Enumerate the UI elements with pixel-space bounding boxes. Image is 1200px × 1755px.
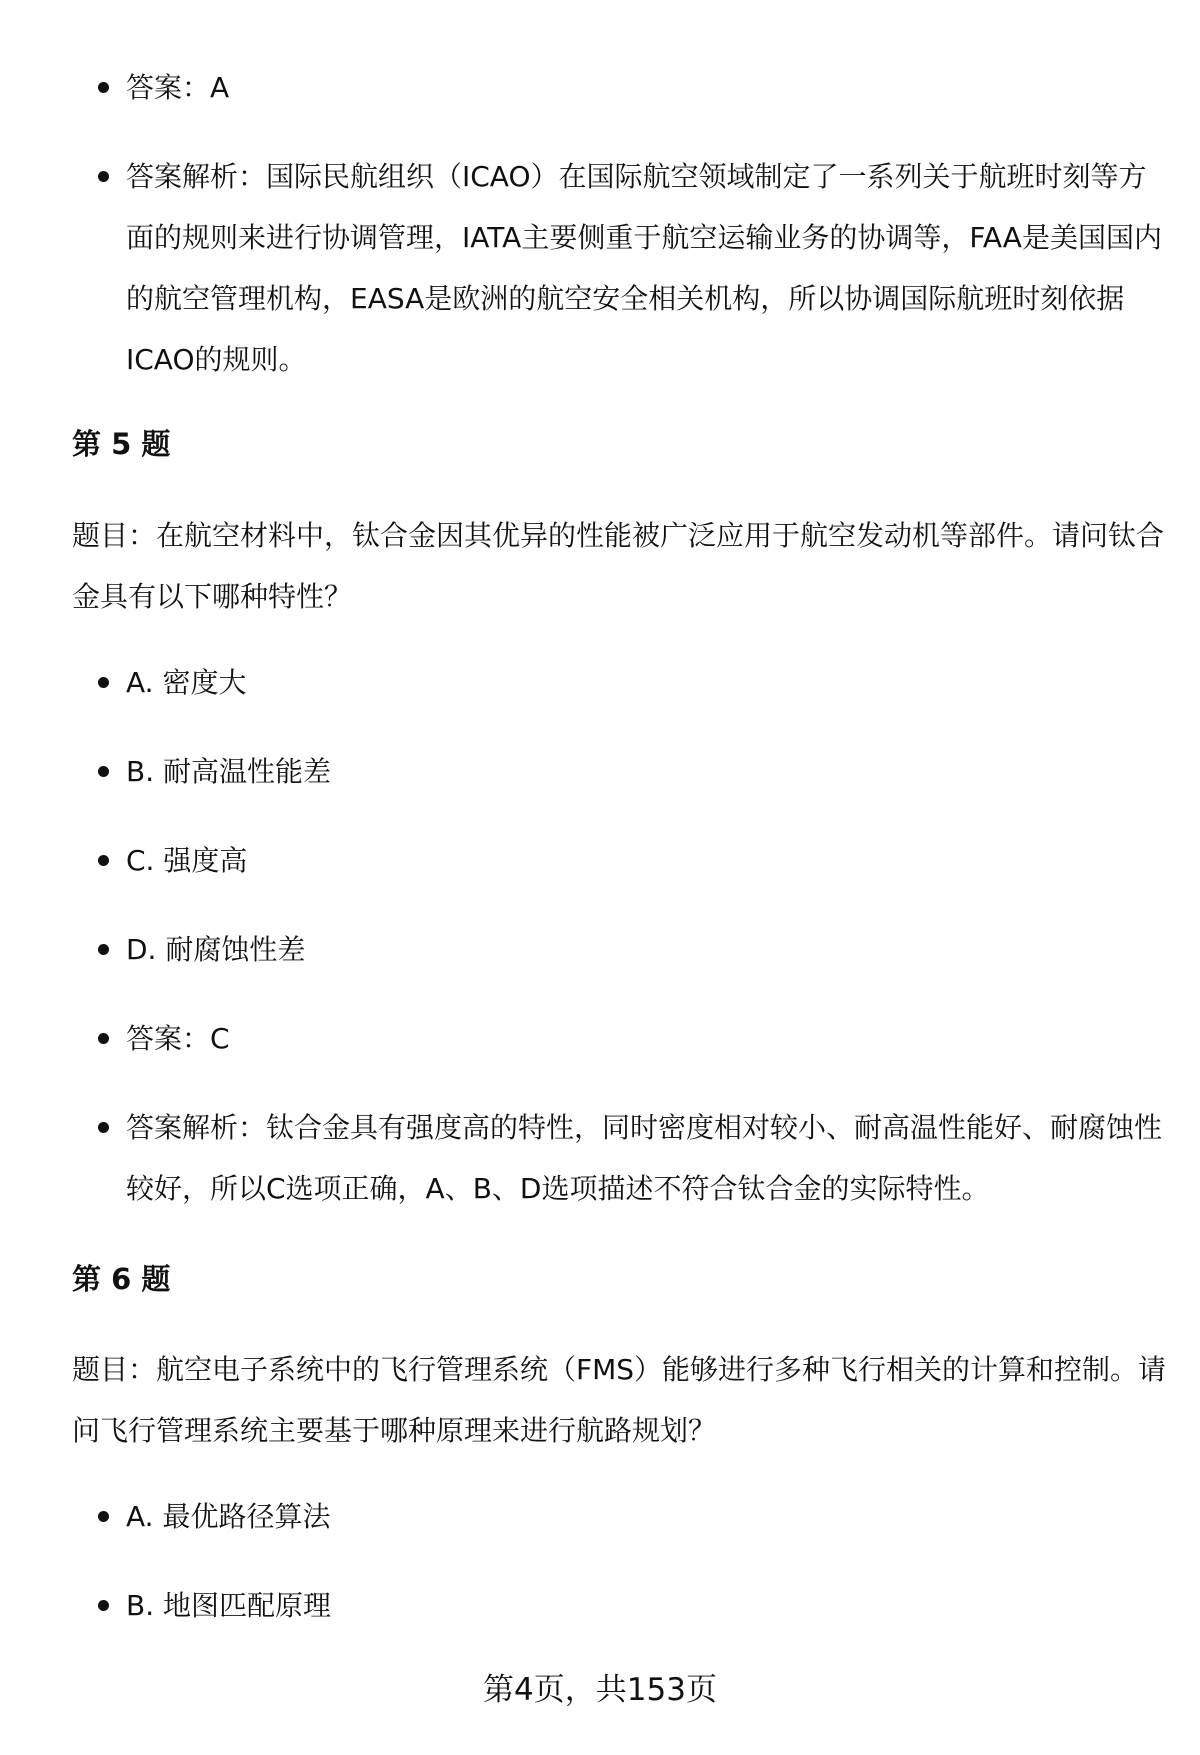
q5-question: 题目：在航空材料中，钛合金因其优异的性能被广泛应用于航空发动机等部件。请问钛合金具有以下哪种特性？	[72, 519, 1165, 613]
q5-option-d	[126, 919, 1166, 980]
bullet-icon	[98, 1600, 109, 1611]
q5-option-c	[126, 830, 1166, 891]
bullet-icon	[98, 1122, 109, 1133]
bullet-icon	[98, 677, 109, 688]
q4-explanation-item	[126, 146, 1166, 390]
bullet-icon	[98, 766, 109, 777]
page-number: 第4页，共153页	[483, 1672, 717, 1708]
q5-explanation-item	[126, 1097, 1166, 1219]
option-label: C. 强度高	[126, 844, 248, 877]
q5-option-a	[126, 652, 1166, 713]
option-label: B. 耐高温性能差	[126, 755, 332, 788]
option-label: B. 地图匹配原理	[126, 1589, 332, 1622]
q5-option-b	[126, 741, 1166, 802]
q5-answer-item	[126, 1008, 1166, 1069]
q5-explanation: 答案解析：钛合金具有强度高的特性，同时密度相对较小、耐高温性能好、耐腐蚀性较好，所以C选项正确，A、B、D选项描述不符合钛合金的实际特性。	[126, 1111, 1163, 1205]
q4-answer: 答案：A	[126, 71, 230, 104]
bullet-icon	[98, 944, 109, 955]
bullet-icon	[98, 855, 109, 866]
bullet-icon	[98, 171, 109, 182]
bullet-icon	[98, 1511, 109, 1522]
option-label: A. 最优路径算法	[126, 1500, 331, 1533]
q5-heading: 第 5 题	[72, 427, 171, 461]
bullet-icon	[98, 1033, 109, 1044]
q4-explanation: 答案解析：国际民航组织（ICAO）在国际航空领域制定了一系列关于航班时刻等方面的规则来进行协调管理，IATA主要侧重于航空运输业务的协调等，FAA是美国国内的航空管理机构，EASA是欧洲的航空安全相关机构，所以协调国际航班时刻依据ICAO的规则。	[126, 160, 1162, 376]
q5-answer: 答案：C	[126, 1022, 230, 1055]
option-label: D. 耐腐蚀性差	[126, 933, 306, 966]
q6-option-b	[126, 1575, 1166, 1636]
q6-option-a	[126, 1486, 1166, 1547]
q6-question: 题目：航空电子系统中的飞行管理系统（FMS）能够进行多种飞行相关的计算和控制。请问飞行管理系统主要基于哪种原理来进行航路规划？	[72, 1353, 1167, 1447]
q6-heading: 第 6 题	[72, 1262, 171, 1296]
option-label: A. 密度大	[126, 666, 247, 699]
q4-answer-item	[126, 57, 1166, 118]
bullet-icon	[98, 82, 109, 93]
